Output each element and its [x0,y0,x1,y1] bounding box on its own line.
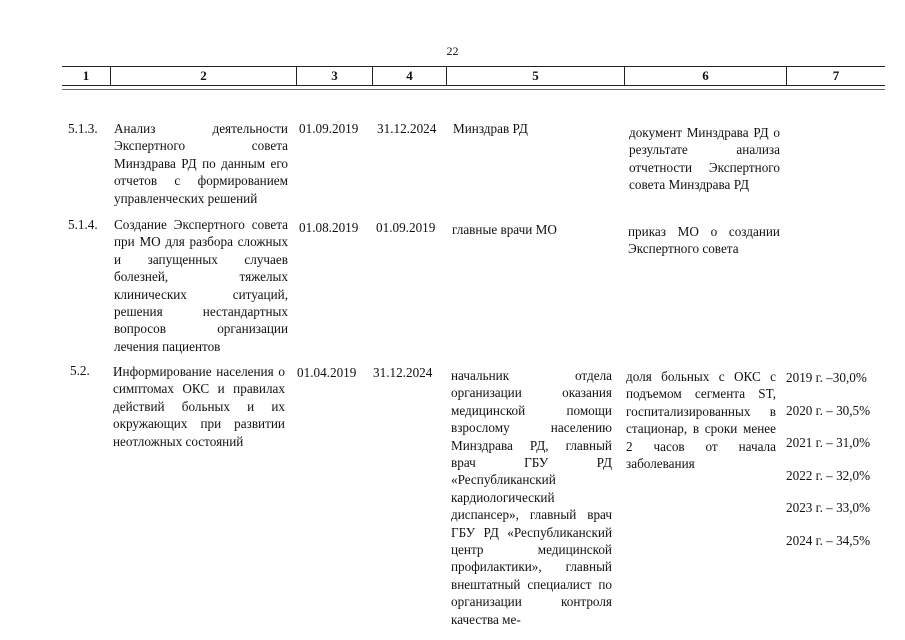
row-end-date: 01.09.2019 [376,220,436,235]
row-responsible: начальник отдела организации оказания медицинской помощи взрослому населению Минздрава РД, главный врач ГБУ РД «Республиканский кардиологический диспансер», главный врач ГБУ РД «Республиканский центр медицинской профилактики», главный внештатный специалист по организации контроля качества ме- [451,368,612,627]
indicator-value: 2022 г. – 32,0% [786,468,871,483]
row-responsible: главные врачи МО [452,222,557,237]
column-header-5: 5 [446,67,624,85]
column-header-3: 3 [296,67,372,85]
row-result: приказ МО о создании Экспертного совета [628,224,780,257]
column-header-7: 7 [786,67,885,85]
row-start-date: 01.04.2019 [297,365,357,380]
row-end-date: 31.12.2024 [377,121,437,136]
indicator-value: 2021 г. – 31,0% [786,435,871,450]
column-header-4: 4 [372,67,446,85]
row-activity: Создание Экспертного совета при МО для разбора сложных и запущенных случаев болезней, тяжелых клинических ситуаций, решения нестандартных вопросов организации лечения пациентов [114,217,288,354]
row-activity: Информирование населения о симптомах ОКС и правилах действий больных и их окружающих при развитии неотложных состояний [113,364,285,449]
indicator-value: 2019 г. –30,0% [786,370,867,385]
row-activity: Анализ деятельности Экспертного совета Минздрава РД по данным его отчетов с формированием управленческих решений [114,121,288,206]
row-start-date: 01.09.2019 [299,121,359,136]
indicator-value: 2020 г. – 30,5% [786,403,871,418]
table-header [62,66,885,86]
page-number: 22 [446,44,459,58]
row-result: документ Минздрава РД о результате анализа отчетности Экспертного совета Минздрава РД [629,125,780,193]
row-number: 5.2. [70,363,90,378]
row-number: 5.1.4. [68,217,98,232]
row-start-date: 01.08.2019 [299,220,359,235]
row-responsible: Минздрав РД [453,121,528,136]
indicator-value: 2024 г. – 34,5% [786,533,871,548]
row-end-date: 31.12.2024 [373,365,433,380]
column-header-2: 2 [110,67,296,85]
header-underline [62,89,885,90]
indicator-value: 2023 г. – 33,0% [786,500,871,515]
column-header-1: 1 [82,68,90,83]
row-result: доля больных с ОКС с подъемом сегмента ST, госпитализированных в стационар, в сроки менее 2 часов от начала заболевания [626,369,776,472]
row-number: 5.1.3. [68,121,98,136]
column-header-6: 6 [624,67,786,85]
